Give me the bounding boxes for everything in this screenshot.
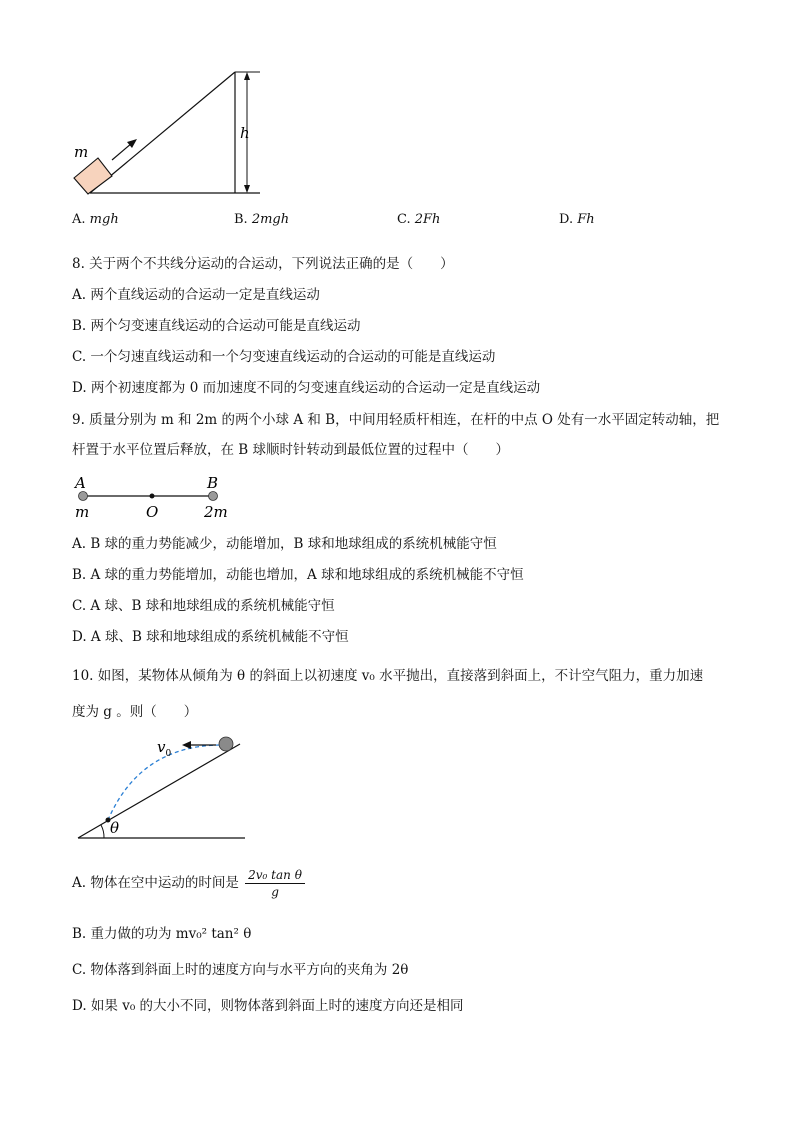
rod-figure (70, 472, 240, 524)
q10-stem-line1: 10. 如图，某物体从倾角为 θ 的斜面上以初速度 v₀ 水平抛出，直接落到斜面上，不计空气阻力，重力加速 (72, 668, 704, 684)
label-o: O (146, 503, 159, 521)
q10-option-b: B. 重力做的功为 mv₀² tan² θ (72, 926, 252, 942)
slope (78, 744, 240, 838)
q7-options (72, 212, 712, 232)
q9-stem-line2: 杆置于水平位置后释放，在 B 球顺时针转动到最低位置的过程中（ ） (72, 442, 510, 458)
velocity-label: $v_0$ (157, 738, 172, 759)
q10-option-d: D. 如果 v₀ 的大小不同，则物体落到斜面上时的速度方向还是相同 (72, 998, 464, 1014)
projectile-figure (70, 728, 250, 844)
angle-arc (101, 825, 104, 838)
label-mass-b: 2m (204, 503, 228, 521)
height-arrow-up-head (244, 72, 250, 80)
q8-stem: 8. 关于两个不共线分运动的合运动，下列说法正确的是（ ） (72, 256, 454, 272)
q7-option-c: C. 2Fh (397, 212, 441, 227)
q9-stem-line1: 9. 质量分别为 m 和 2m 的两个小球 A 和 B，中间用轻质杆相连，在杆的中点 O 处有一水平固定转动轴，把 (72, 412, 720, 428)
q7-option-b: B. 2mgh (234, 212, 290, 227)
height-label: h (240, 124, 250, 142)
angle-label: θ (110, 819, 120, 837)
q9-option-c: C. A 球、B 球和地球组成的系统机械能守恒 (72, 598, 335, 614)
q9-option-d: D. A 球、B 球和地球组成的系统机械能不守恒 (72, 629, 349, 645)
q10-option-c: C. 物体落到斜面上时的速度方向与水平方向的夹角为 2θ (72, 962, 409, 978)
incline-figure (60, 60, 270, 205)
velocity-arrow-head (182, 741, 191, 749)
ball (219, 737, 233, 751)
block-mass-label: m (74, 143, 89, 161)
q10-stem-line2: 度为 g 。则（ ） (72, 704, 198, 720)
trajectory (108, 745, 220, 820)
force-arrow (112, 143, 132, 160)
fraction-numerator: 2v₀ tan θ (245, 867, 305, 884)
q10-option-a (72, 866, 305, 900)
fraction-denominator: g (271, 885, 279, 899)
block (74, 158, 112, 194)
q7-option-a: A. mgh (72, 212, 119, 227)
fraction (245, 867, 305, 900)
q8-option-b: B. 两个匀变速直线运动的合运动可能是直线运动 (72, 318, 361, 334)
label-mass-a: m (75, 503, 90, 521)
q10-option-a-text: A. 物体在空中运动的时间是 (72, 875, 239, 891)
q9-option-b: B. A 球的重力势能增加，动能也增加，A 球和地球组成的系统机械能不守恒 (72, 567, 524, 583)
ball-b (209, 492, 218, 501)
pivot-o (150, 494, 155, 499)
q8-option-d: D. 两个初速度都为 0 而加速度不同的匀变速直线运动的合运动一定是直线运动 (72, 380, 541, 396)
q8-option-c: C. 一个匀速直线运动和一个匀变速直线运动的合运动的可能是直线运动 (72, 349, 496, 365)
height-arrow-down-head (244, 185, 250, 193)
ball-a (79, 492, 88, 501)
q8-option-a: A. 两个直线运动的合运动一定是直线运动 (72, 287, 320, 303)
label-b: B (207, 474, 219, 492)
q9-option-a: A. B 球的重力势能减少，动能增加，B 球和地球组成的系统机械能守恒 (72, 536, 497, 552)
q7-option-d: D. Fh (559, 212, 595, 227)
label-a: A (75, 474, 86, 492)
